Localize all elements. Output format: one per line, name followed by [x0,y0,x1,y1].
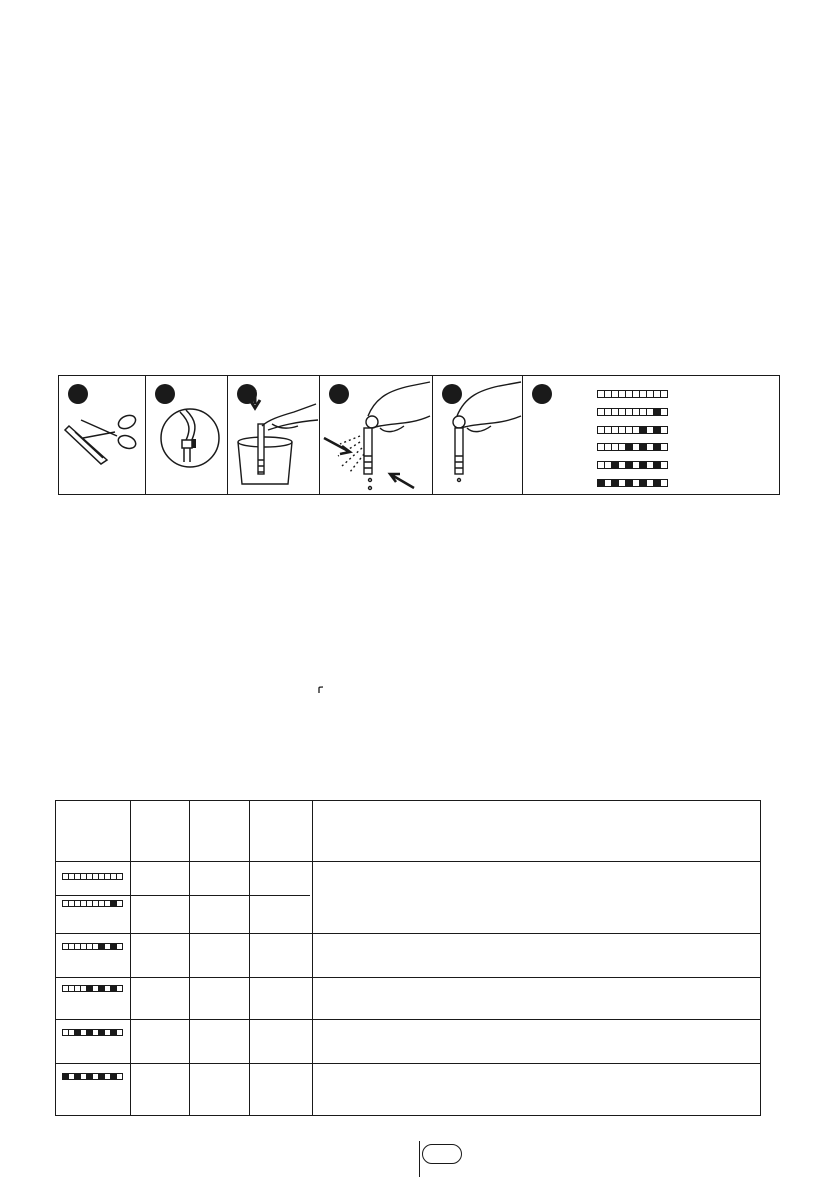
reference-strip-row [597,426,667,434]
table-strip-row [62,1029,122,1036]
hold-strip-icon [433,376,523,494]
test-strip-illustration [58,375,780,495]
strip-square [116,943,123,950]
step-1-panel [59,376,146,494]
table-strip-row [62,943,122,950]
footer-divider [419,1141,420,1177]
language-badge [422,1144,462,1164]
strip-square [660,390,668,398]
table-strip-row [62,900,122,907]
strip-square [660,408,668,416]
strip-square [116,985,123,992]
table-strip-row [62,1073,122,1080]
strip-square [116,1029,123,1036]
table-strip-row [62,985,122,992]
strip-square [116,900,123,907]
reference-strip-row [597,461,667,469]
reference-strip-row [597,408,667,416]
strip-square [660,461,668,469]
step-2-panel [146,376,228,494]
reference-strip-row [597,443,667,451]
water-hardness-table [55,800,761,1116]
corner-mark-icon [318,686,324,693]
step-6-panel [523,376,779,494]
strip-square [116,1073,123,1080]
water-tap-icon [146,376,228,494]
shake-strip-icon [320,376,433,494]
step-4-panel [320,376,433,494]
reference-strip-row [597,479,667,487]
strip-square [660,479,668,487]
strip-square [660,426,668,434]
table-strip-row [62,873,122,880]
dip-strip-in-glass-icon [228,376,320,494]
strip-square [660,443,668,451]
step-6-badge [532,384,552,404]
reference-strip-row [597,390,667,398]
step-3-panel [228,376,320,494]
strip-square [116,873,123,880]
scissors-cutting-strip-icon [59,376,146,494]
step-5-panel [433,376,523,494]
